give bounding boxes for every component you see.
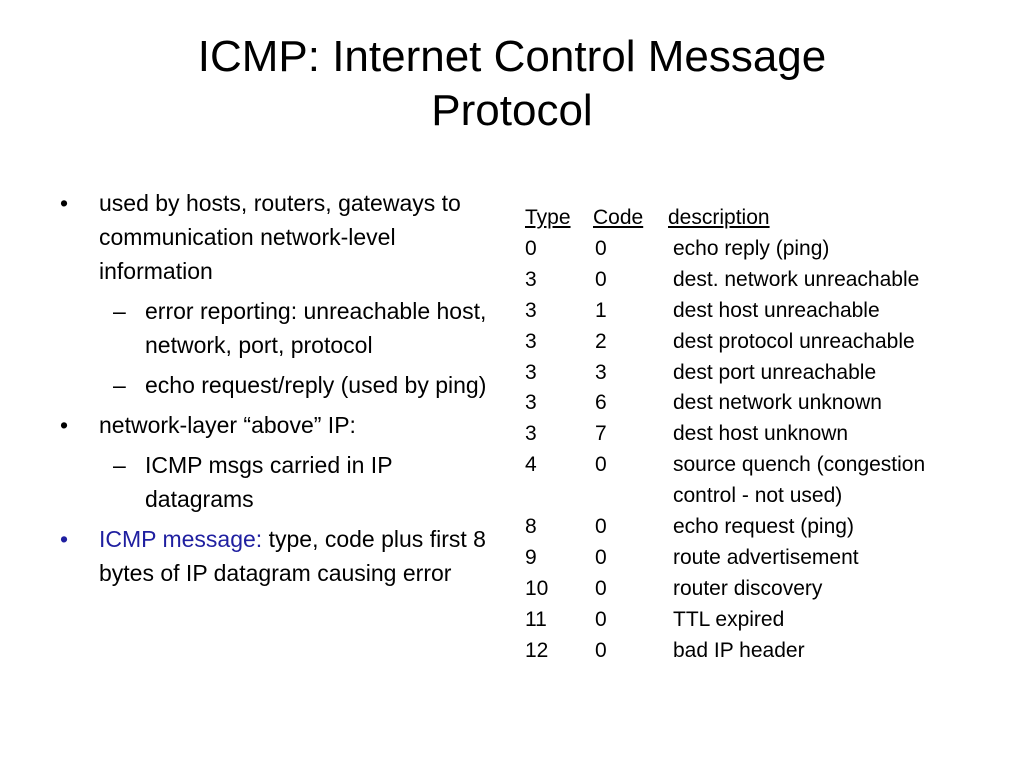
dash-marker: –: [113, 372, 126, 398]
cell-code: 0: [595, 607, 607, 631]
cell-type: 4: [525, 453, 537, 477]
table-row: [525, 636, 993, 667]
table-row: [525, 605, 993, 636]
dash-marker: –: [113, 298, 126, 324]
cell-type: 3: [525, 329, 537, 353]
cell-description: router discovery: [673, 576, 823, 600]
table-row: [525, 296, 993, 327]
table-row: [525, 543, 993, 574]
cell-code: 3: [595, 360, 607, 384]
cell-code: 0: [595, 638, 607, 662]
cell-description: bad IP header: [673, 638, 805, 662]
column-header-description: description: [668, 206, 770, 229]
sub-bullet-text: error reporting: unreachable host, network, port, protocol: [145, 298, 487, 358]
sub-bullet-item: [56, 294, 496, 362]
table-row: [525, 512, 993, 543]
cell-description: echo reply (ping): [673, 236, 830, 260]
bullet-text: type, code plus first 8 bytes of IP datagram causing error: [99, 526, 486, 586]
table-header-row: [525, 203, 993, 234]
cell-code: 1: [595, 298, 607, 322]
table-row: [525, 388, 993, 419]
cell-code: 0: [595, 515, 607, 539]
cell-type: 0: [525, 236, 537, 260]
slide-title: [60, 30, 964, 138]
table-row: [525, 419, 993, 450]
cell-type: 8: [525, 515, 537, 539]
table-row: [525, 450, 993, 512]
cell-description: TTL expired: [673, 607, 785, 631]
icmp-type-code-table: [525, 203, 993, 667]
sub-bullet-text: echo request/reply (used by ping): [145, 372, 487, 398]
bullet-marker: •: [60, 190, 69, 216]
sub-bullet-item: [56, 368, 496, 402]
cell-code: 2: [595, 329, 607, 353]
slide-title-line-2: Protocol: [431, 86, 593, 135]
table-row: [525, 265, 993, 296]
cell-code: 6: [595, 391, 607, 415]
cell-description: source quench (congestion control - not used): [673, 453, 926, 508]
sub-bullet-item: [56, 448, 496, 516]
cell-code: 0: [595, 576, 607, 600]
cell-code: 0: [595, 453, 607, 477]
bullet-item: [56, 522, 496, 590]
cell-type: 3: [525, 360, 537, 384]
cell-description: echo request (ping): [673, 515, 854, 539]
cell-type: 12: [525, 638, 549, 662]
bullet-text: network-layer “above” IP:: [99, 412, 356, 438]
column-header-type: Type: [525, 206, 571, 229]
cell-description: dest protocol unreachable: [673, 329, 915, 353]
cell-type: 3: [525, 298, 537, 322]
table-row: [525, 574, 993, 605]
cell-description: dest port unreachable: [673, 360, 877, 384]
table-row: [525, 234, 993, 265]
table-row: [525, 358, 993, 389]
cell-type: 3: [525, 422, 537, 446]
table-row: [525, 327, 993, 358]
bullet-marker: •: [60, 412, 69, 438]
cell-type: 9: [525, 545, 537, 569]
cell-description: dest host unreachable: [673, 298, 880, 322]
bullet-item: [56, 408, 496, 442]
cell-description: dest. network unreachable: [673, 267, 920, 291]
bullet-marker: •: [60, 526, 69, 552]
cell-code: 0: [595, 236, 607, 260]
bullet-text: used by hosts, routers, gateways to communication network-level information: [99, 190, 461, 284]
cell-description: dest host unknown: [673, 422, 849, 446]
cell-description: dest network unknown: [673, 391, 882, 415]
cell-code: 0: [595, 545, 607, 569]
sub-bullet-text: ICMP msgs carried in IP datagrams: [145, 452, 393, 512]
bullet-item: [56, 186, 496, 288]
column-header-code: Code: [593, 206, 644, 229]
cell-type: 10: [525, 576, 549, 600]
cell-code: 0: [595, 267, 607, 291]
cell-code: 7: [595, 422, 607, 446]
cell-type: 3: [525, 267, 537, 291]
cell-type: 3: [525, 391, 537, 415]
dash-marker: –: [113, 452, 126, 478]
cell-type: 11: [525, 607, 547, 631]
bullet-list: [56, 186, 496, 596]
slide-title-line-1: ICMP: Internet Control Message: [197, 32, 827, 81]
cell-description: route advertisement: [673, 545, 859, 569]
bullet-highlight-text: ICMP message:: [99, 526, 263, 552]
